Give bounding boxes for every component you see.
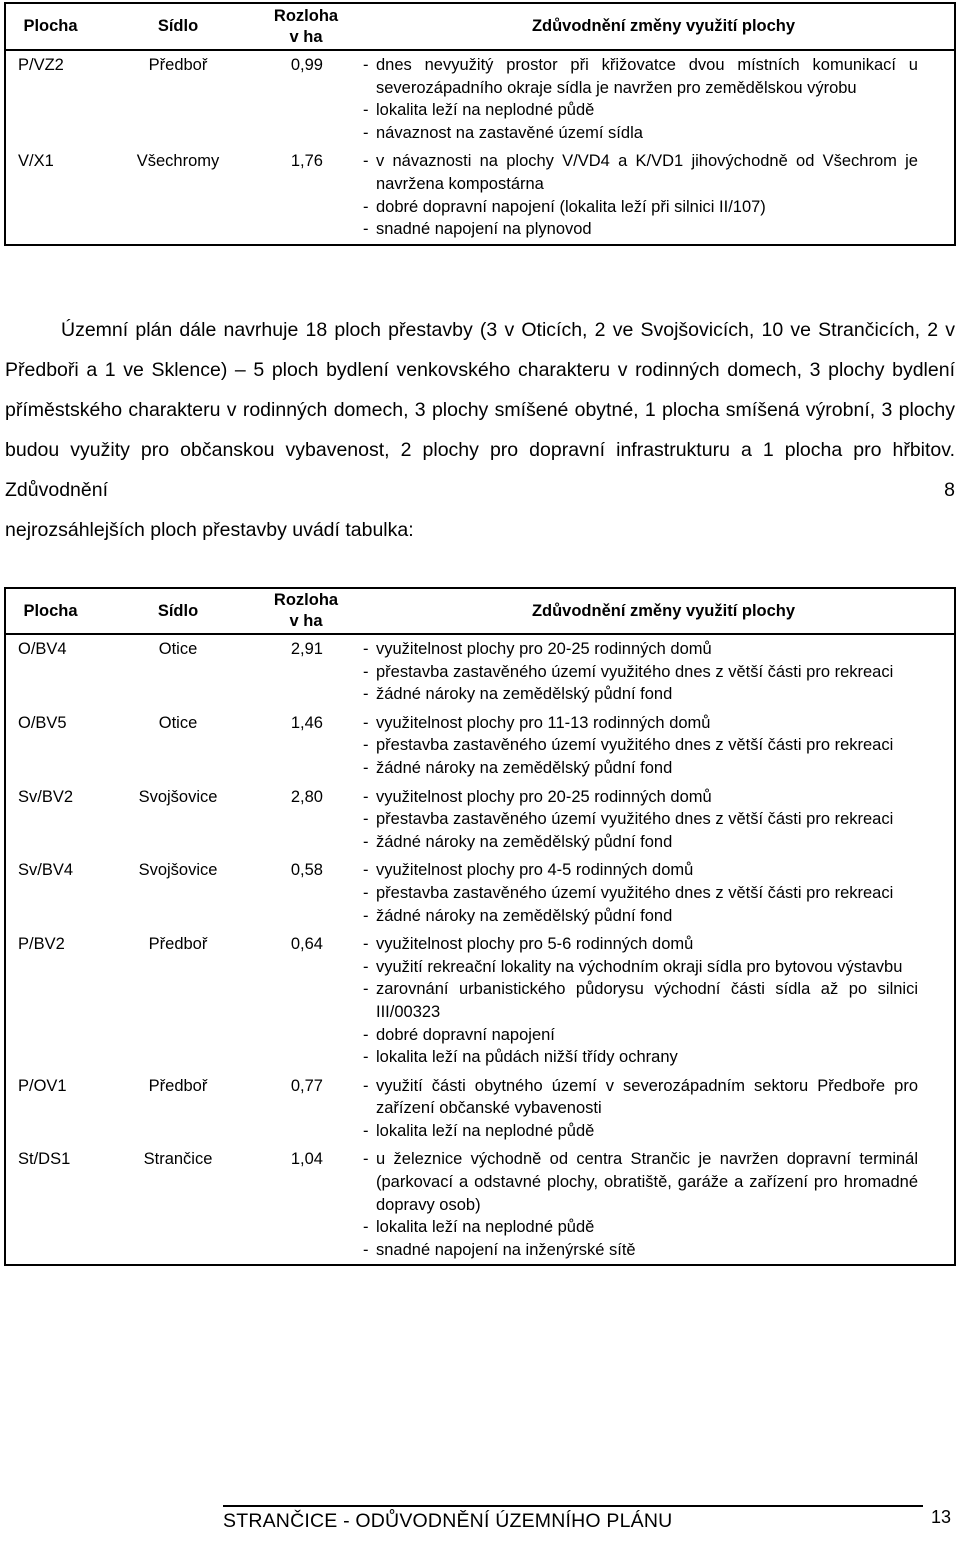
- cell-rozloha: 2,91: [290, 640, 323, 658]
- zduvodneni-item: - využití rekreační lokality na východním okraji sídla pro bytovou výstavbu: [351, 956, 918, 979]
- zduvodneni-item: - dobré dopravní napojení: [351, 1024, 918, 1047]
- header-sidlo: Sídlo: [95, 3, 261, 50]
- cell-zduvodneni: [351, 709, 955, 783]
- header-rozloha-line1: Rozloha: [273, 591, 339, 609]
- zduvodneni-item: - využitelnost plochy pro 4-5 rodinných domů: [351, 859, 918, 882]
- cell-rozloha: 1,76: [290, 152, 323, 171]
- cell-sidlo: Strančice: [143, 1150, 213, 1169]
- cell-rozloha: 0,99: [290, 56, 323, 74]
- table-row: [5, 147, 955, 244]
- cell-sidlo: Předboř: [148, 935, 208, 954]
- table-row: [5, 1145, 955, 1265]
- cell-sidlo: Předboř: [148, 1076, 208, 1095]
- zduvodneni-item: - žádné nároky na zemědělský půdní fond: [351, 683, 918, 706]
- table-plochy-zmen: [4, 2, 956, 246]
- zduvodneni-item: - v návaznosti na plochy V/VD4 a K/VD1 jihovýchodně od Všechrom je navržena kompostárna: [351, 150, 918, 195]
- table-row: [5, 634, 955, 709]
- table-row: [5, 856, 955, 930]
- zduvodneni-item: - přestavba zastavěného území využitého dnes z větší části pro rekreaci: [351, 808, 918, 831]
- cell-zduvodneni: [351, 147, 955, 244]
- cell-rozloha: 1,04: [290, 1150, 323, 1169]
- table-row: [5, 50, 955, 147]
- cell-sidlo: Svojšovice: [138, 787, 218, 806]
- cell-zduvodneni: [351, 50, 955, 147]
- zduvodneni-item: - využitelnost plochy pro 11-13 rodinných domů: [351, 712, 918, 735]
- header-rozloha-line2: v ha: [289, 612, 323, 630]
- table-row: [5, 1072, 955, 1146]
- header-zduvodneni: Zdůvodnění změny využití plochy: [351, 3, 955, 50]
- cell-zduvodneni: [351, 930, 955, 1072]
- cell-plocha: Sv/BV2: [18, 787, 74, 806]
- cell-zduvodneni: [351, 856, 955, 930]
- table1-body: [5, 50, 955, 245]
- cell-rozloha: 1,46: [290, 713, 323, 732]
- zduvodneni-item: - žádné nároky na zemědělský půdní fond: [351, 905, 918, 928]
- zduvodneni-item: - snadné napojení na inženýrské sítě: [351, 1239, 918, 1262]
- zduvodneni-item: - u železnice východně od centra Strančic je navržen dopravní terminál (parkovací a odstavné plochy, obratiště, garáže a zařízení pro hromadné dopravy osob): [351, 1148, 918, 1216]
- zduvodneni-item: - lokalita leží na neplodné půdě: [351, 99, 918, 122]
- cell-sidlo: Svojšovice: [138, 861, 218, 880]
- zduvodneni-item: - dnes nevyužitý prostor při křižovatce dvou místních komunikací u severozápadního okraje sídla je navržen pro zemědělskou výrobu: [351, 54, 918, 99]
- zduvodneni-item: - žádné nároky na zemědělský půdní fond: [351, 757, 918, 780]
- cell-sidlo: Všechromy: [136, 152, 220, 171]
- header-sidlo: Sídlo: [95, 588, 261, 634]
- zduvodneni-item: - lokalita leží na půdách nižší třídy ochrany: [351, 1046, 918, 1069]
- zduvodneni-item: - snadné napojení na plynovod: [351, 218, 918, 241]
- footer-title: STRANČICE - ODŮVODNĚNÍ ÚZEMNÍHO PLÁNU: [223, 1510, 673, 1532]
- cell-zduvodneni: [351, 1072, 955, 1146]
- body-paragraph: [5, 310, 955, 550]
- cell-zduvodneni: [351, 1145, 955, 1265]
- table-row: [5, 709, 955, 783]
- cell-rozloha: 0,77: [290, 1076, 323, 1095]
- cell-plocha: P/BV2: [18, 935, 65, 954]
- zduvodneni-item: - lokalita leží na neplodné půdě: [351, 1120, 918, 1143]
- cell-sidlo: Otice: [158, 640, 198, 658]
- header-rozloha: [261, 588, 351, 634]
- table-row: [5, 783, 955, 857]
- zduvodneni-item: - dobré dopravní napojení (lokalita leží při silnici II/107): [351, 196, 918, 219]
- cell-plocha: O/BV5: [18, 713, 67, 732]
- table-row: [5, 930, 955, 1072]
- paragraph-text-end: nejrozsáhlejších ploch přestavby uvádí tabulka:: [5, 519, 414, 541]
- zduvodneni-item: - využitelnost plochy pro 20-25 rodinných domů: [351, 638, 918, 661]
- header-plocha: Plocha: [5, 3, 95, 50]
- cell-plocha: P/VZ2: [18, 56, 64, 74]
- table-header-row: [5, 588, 955, 634]
- table-header-row: [5, 3, 955, 50]
- cell-rozloha: 0,64: [290, 935, 323, 954]
- cell-zduvodneni: [351, 783, 955, 857]
- zduvodneni-item: - zarovnání urbanistického půdorysu východní části sídla až po silnici III/00323: [351, 978, 918, 1023]
- zduvodneni-item: - využitelnost plochy pro 5-6 rodinných domů: [351, 933, 918, 956]
- cell-plocha: St/DS1: [18, 1150, 71, 1169]
- header-rozloha: [261, 3, 351, 50]
- cell-sidlo: Předboř: [148, 56, 208, 74]
- zduvodneni-item: - žádné nároky na zemědělský půdní fond: [351, 831, 918, 854]
- zduvodneni-item: - přestavba zastavěného území využitého dnes z větší části pro rekreaci: [351, 882, 918, 905]
- page-number: 13: [931, 1507, 952, 1527]
- cell-plocha: V/X1: [18, 152, 54, 171]
- cell-sidlo: Otice: [158, 713, 198, 732]
- header-plocha: Plocha: [5, 588, 95, 634]
- zduvodneni-item: - návaznost na zastavěné území sídla: [351, 122, 918, 145]
- cell-plocha: Sv/BV4: [18, 861, 74, 880]
- zduvodneni-item: - přestavba zastavěného území využitého dnes z větší části pro rekreaci: [351, 661, 918, 684]
- zduvodneni-item: - využitelnost plochy pro 20-25 rodinných domů: [351, 786, 918, 809]
- cell-rozloha: 0,58: [290, 861, 323, 880]
- footer-divider: [223, 1505, 923, 1507]
- cell-zduvodneni: [351, 634, 955, 709]
- paragraph-text: Územní plán dále navrhuje 18 ploch přestavby (3 v Oticích, 2 ve Svojšovicích, 10 ve Strančicích, 2 v Předboři a 1 ve Sklence) – 5 ploch bydlení venkovského charakteru v rodinných domech, 3 plochy bydlení příměstského charakteru v rodinných domech, 3 plochy smíšené obytné, 1 plocha smíšená výrobní, 3 plochy budou využity pro občanskou vybavenost, 2 plochy pro dopravní infrastrukturu a 1 plocha pro hřbitov. Zdůvodnění 8: [5, 319, 955, 501]
- zduvodneni-item: - lokalita leží na neplodné půdě: [351, 1216, 918, 1239]
- table-plochy-prestavby: [4, 587, 956, 1266]
- table2-body: [5, 634, 955, 1265]
- header-rozloha-line1: Rozloha: [273, 6, 339, 25]
- header-zduvodneni: Zdůvodnění změny využití plochy: [351, 588, 955, 634]
- zduvodneni-item: - využití části obytného území v severozápadním sektoru Předboře pro zařízení občanské vybavenosti: [351, 1075, 918, 1120]
- cell-plocha: O/BV4: [18, 640, 67, 658]
- header-rozloha-line2: v ha: [289, 27, 323, 46]
- zduvodneni-item: - přestavba zastavěného území využitého dnes z větší části pro rekreaci: [351, 734, 918, 757]
- cell-rozloha: 2,80: [290, 787, 323, 806]
- cell-plocha: P/OV1: [18, 1076, 67, 1095]
